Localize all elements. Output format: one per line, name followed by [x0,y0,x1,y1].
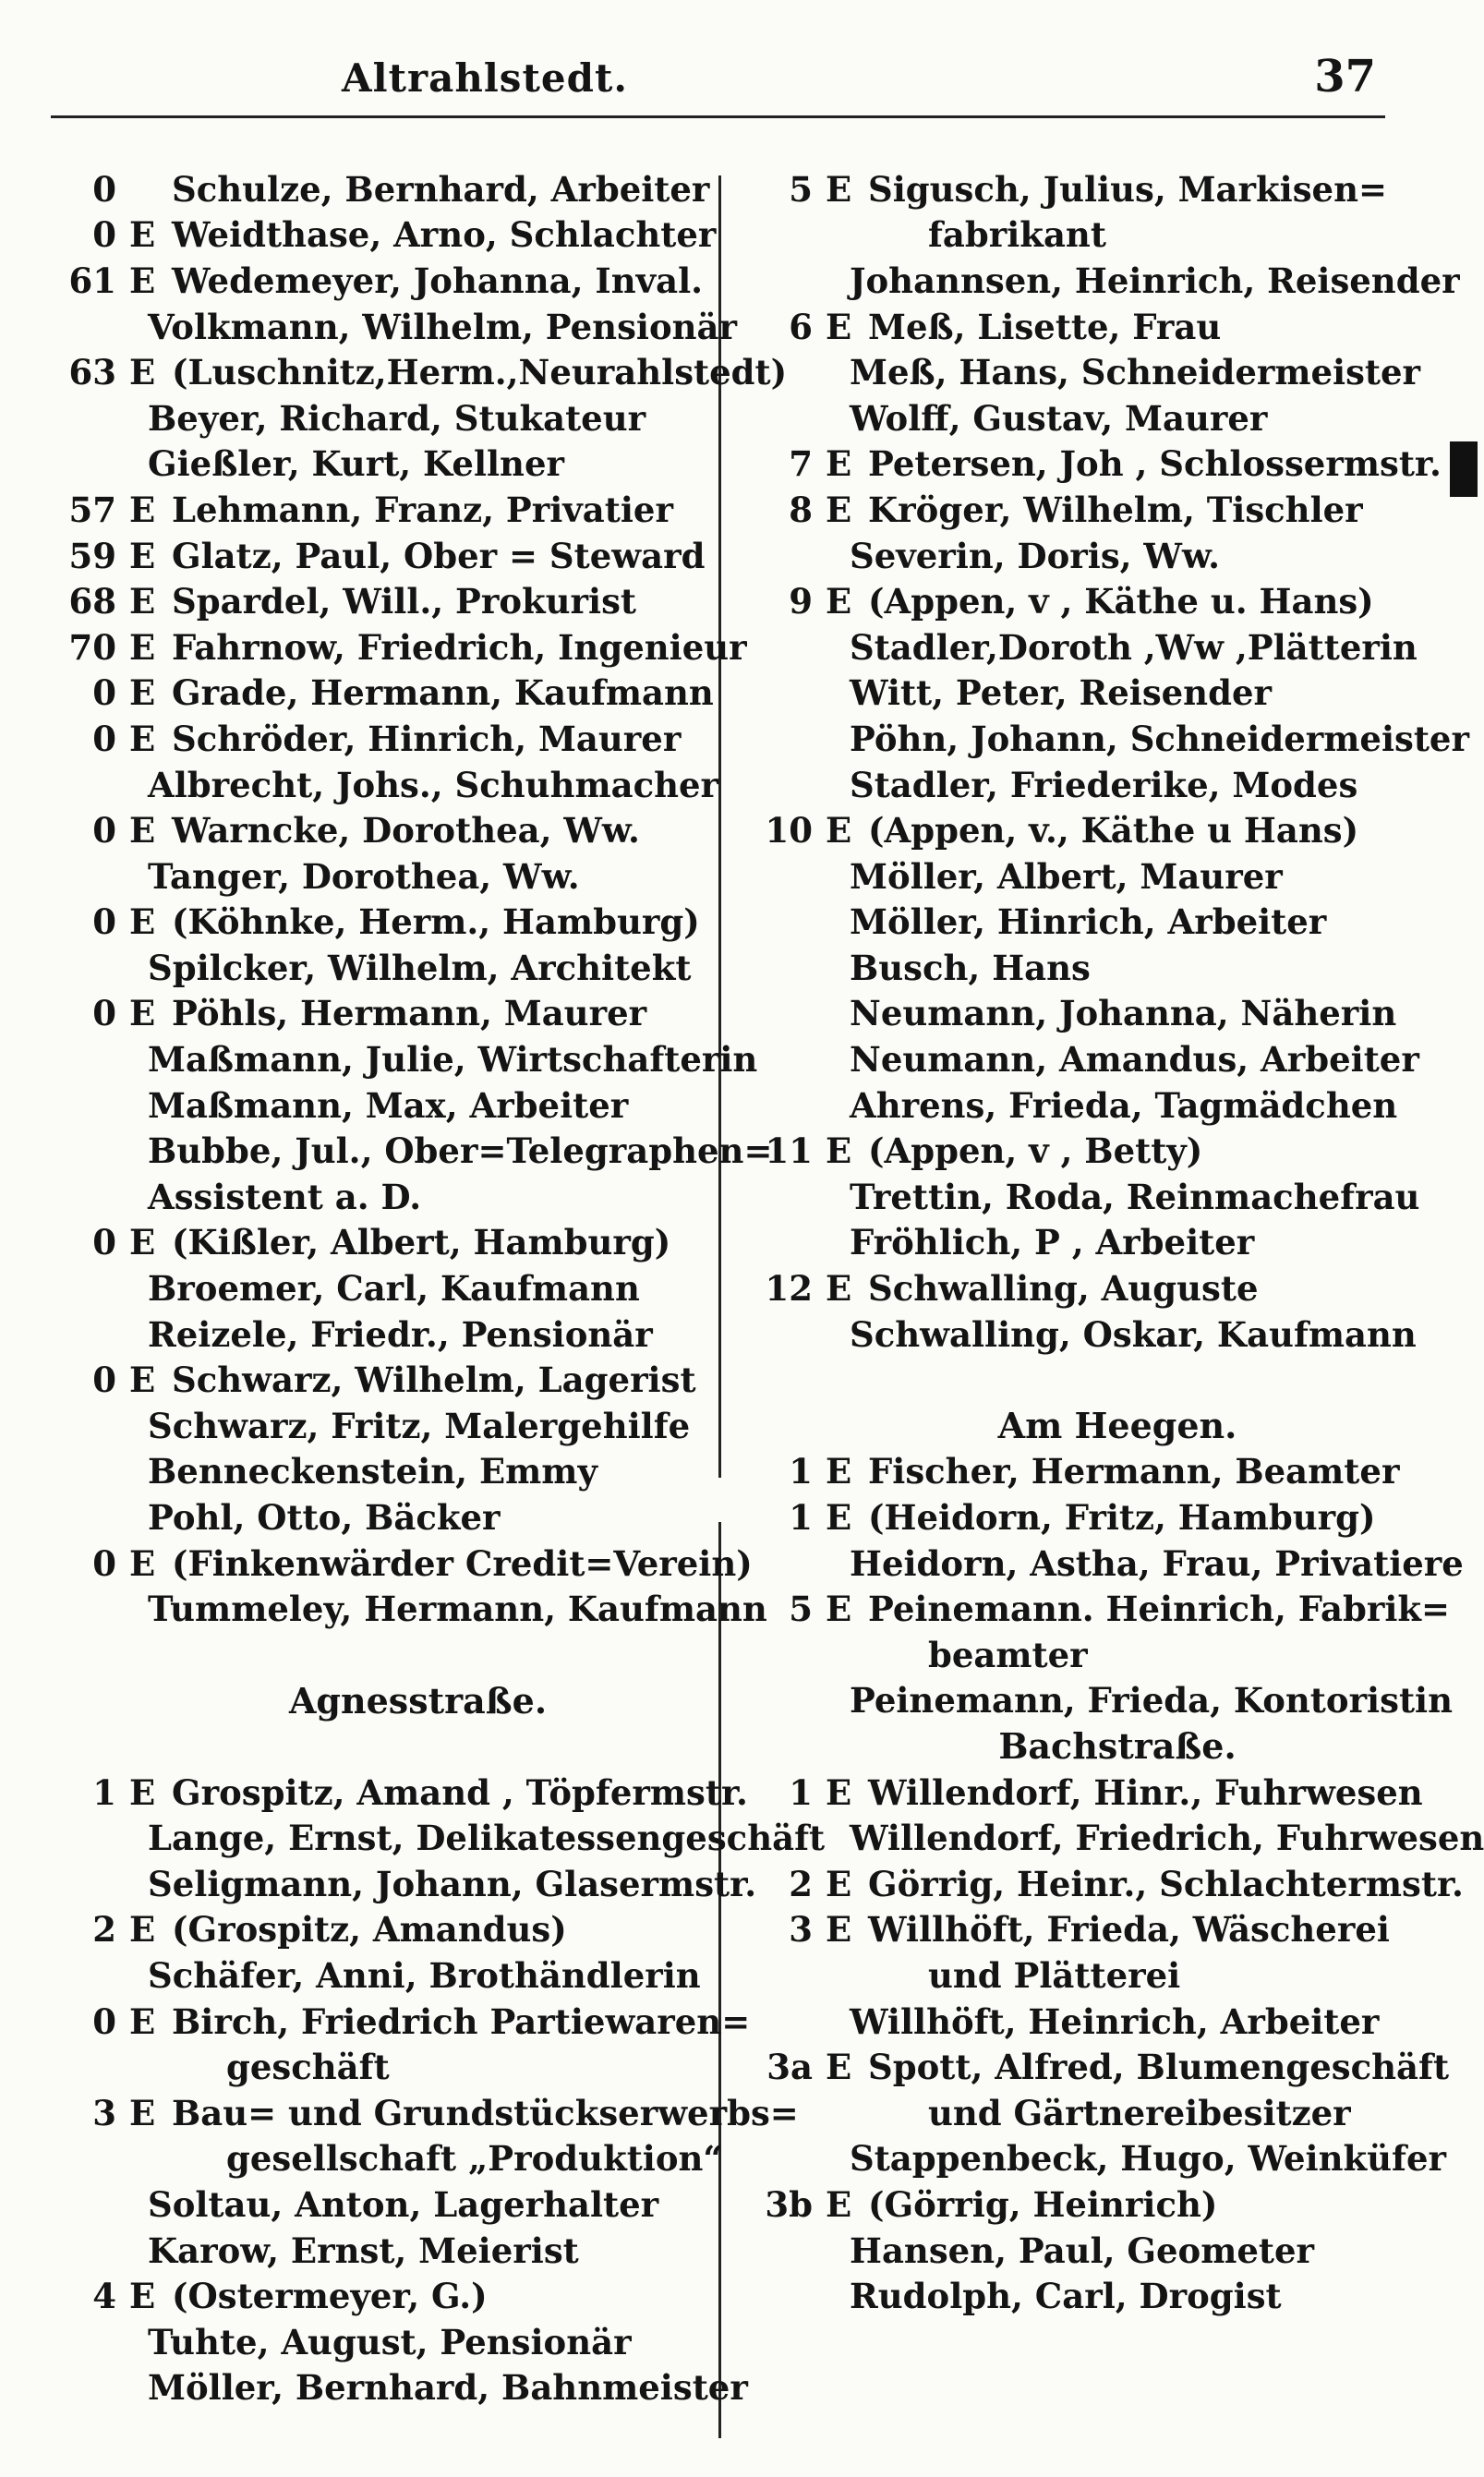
house-number: 7 [789,443,813,485]
entry-row [55,212,717,259]
entry-row [739,1770,1422,1816]
entry-text: Benneckenstein, Emmy [148,1451,597,1492]
entry-text: Seligmann, Johann, Glasermstr. [148,1863,757,1904]
entry-row [55,762,719,808]
house-number: 11 [765,1130,813,1172]
owner-mark: E [129,810,156,852]
owner-mark: E [129,489,156,530]
entry-row [55,1449,706,1495]
entry-text: Möller, Hinrich, Arbeiter [850,901,1327,943]
entry-row [55,2228,706,2274]
entry-text: Glatz, Paul, Ober = Steward [172,535,706,576]
entry-text: Lehmann, Franz, Privatier [172,489,673,530]
entry-row [55,1357,706,1403]
owner-mark: E [129,718,156,759]
entry-row [739,1265,1422,1311]
entry-text: beamter [928,1634,1088,1675]
owner-mark: E [826,2183,852,2225]
entry-row [739,1952,1422,1999]
owner-mark: E [129,672,156,714]
entry-text: Wolff, Gustav, Maurer [850,397,1268,439]
house-number: 1 [789,1771,813,1813]
owner-mark: E [129,901,156,943]
owner-mark: E [826,306,852,347]
entry-text: (Luschnitz,Herm.,Neurahlstedt) [172,352,788,393]
entry-row [739,1494,1422,1541]
entry-row [739,1082,1422,1129]
house-number: 5 [789,168,813,210]
entry-row [739,1541,1464,1587]
entry-text: Grade, Hermann, Kaufmann [172,672,714,714]
entry-row [739,1174,1422,1220]
house-number: 6 [789,306,813,347]
entry-text: Grospitz, Amand , Töpfermstr. [172,1771,748,1813]
entry-text: Severin, Doris, Ww. [850,535,1220,576]
entry-text: Meß, Lisette, Frau [868,306,1222,347]
entry-row [55,1494,706,1541]
column-divider-gap [718,1478,722,1522]
entry-text: und Plätterei [928,1954,1181,1996]
entry-text: Weidthase, Arno, Schlachter [172,214,717,256]
entry-text: Tummeley, Hermann, Kaufmann [148,1589,767,1630]
header-rule [51,115,1385,118]
entry-row [739,349,1422,395]
entry-row [55,441,706,488]
owner-mark: E [826,489,852,530]
entry-row [55,716,706,762]
entry-row [739,212,1422,259]
entry-text: Peinemann. Heinrich, Fabrik= [868,1589,1451,1630]
owner-mark: E [129,352,156,393]
entry-text: Broemer, Carl, Kaufmann [148,1268,640,1310]
entry-row [55,1311,706,1358]
entry-row [55,2181,706,2228]
entry-text: Beyer, Richard, Stukateur [148,397,646,439]
thumb-index-mark [1450,441,1478,497]
entry-text: Willendorf, Hinr., Fuhrwesen [868,1771,1423,1813]
entry-row [739,533,1422,579]
entry-row [739,304,1422,350]
entry-text: Trettin, Roda, Reinmachefrau [850,1176,1420,1217]
entry-row [55,1861,757,1907]
house-number: 0 [92,810,116,852]
entry-text: Albrecht, Johs., Schuhmacher [148,764,719,805]
entry-row [739,1036,1422,1082]
entry-text: Bau= und Grundstückserwerbs= [172,2092,799,2133]
entry-text: Stadler, Friederike, Modes [850,764,1358,805]
owner-mark: E [826,1130,852,1172]
entry-row [739,900,1422,946]
entry-text: Fahrnow, Friedrich, Ingenieur [172,626,747,668]
entry-row [739,2228,1422,2274]
house-number: 68 [68,581,116,622]
house-number: 4 [92,2276,116,2317]
entry-text: Stappenbeck, Hugo, Weinküfer [850,2138,1447,2180]
house-number: 63 [68,352,116,393]
owner-mark: E [129,1771,156,1813]
entry-text: Pohl, Otto, Bäcker [148,1497,501,1539]
entry-text: Pöhls, Hermann, Maurer [172,993,647,1034]
entry-text: (Grospitz, Amandus) [172,1909,567,1951]
entry-row [55,1770,748,1816]
owner-mark: E [129,214,156,256]
house-number: 3b [765,2183,813,2225]
entry-row [739,1815,1484,1861]
entry-text: (Köhnke, Herm., Hamburg) [172,901,700,943]
entry-row [739,258,1460,304]
house-number: 5 [789,1589,813,1630]
entry-row [55,2273,706,2319]
entry-row [739,1907,1422,1953]
section-gap [739,1357,1422,1403]
house-number: 2 [789,1863,813,1904]
entry-text: (Appen, v., Käthe u Hans) [868,810,1359,852]
house-number: 0 [92,672,116,714]
entry-row [55,578,706,624]
owner-mark: E [826,443,852,485]
entry-text: Tuhte, August, Pensionär [148,2321,632,2362]
entry-row [739,441,1442,488]
entry-text: fabrikant [928,214,1106,256]
entry-text: Volkmann, Wilhelm, Pensionär [148,306,737,347]
entry-row [739,2273,1422,2319]
entry-text: Bubbe, Jul., Ober=Telegraphen= [148,1130,773,1172]
entry-row [55,853,706,900]
owner-mark: E [129,1359,156,1401]
entry-row [739,487,1422,533]
owner-mark: E [129,1222,156,1263]
entry-text: geschäft [226,2047,390,2088]
entry-text: Schäfer, Anni, Brothändlerin [148,1954,701,1996]
owner-mark: E [826,810,852,852]
entry-text: (Appen, v , Käthe u. Hans) [868,581,1374,622]
entry-row [55,1815,826,1861]
entry-text: Tanger, Dorothea, Ww. [148,855,580,897]
entry-text: (Ostermeyer, G.) [172,2276,488,2317]
owner-mark: E [129,993,156,1034]
entry-row [55,487,706,533]
entry-row [55,304,737,350]
entry-row [739,1311,1422,1358]
entry-text: Gießler, Kurt, Kellner [148,443,564,485]
owner-mark: E [826,581,852,622]
entry-row [55,1403,706,1449]
house-number: 9 [789,581,813,622]
entry-text: Rudolph, Carl, Drogist [850,2276,1282,2317]
house-number: 61 [68,260,116,301]
page-number: 37 [1314,51,1376,103]
entry-text: (Heidorn, Fritz, Hamburg) [868,1497,1376,1539]
entry-row [55,1036,758,1082]
entry-text: (Appen, v , Betty) [868,1130,1203,1172]
entry-row [739,2044,1450,2090]
entry-text: Reizele, Friedr., Pensionär [148,1313,653,1355]
entry-text: Willendorf, Friedrich, Fuhrwesen [850,1818,1484,1859]
entry-row [55,671,714,717]
house-number: 0 [92,1222,116,1263]
owner-mark: E [826,1589,852,1630]
owner-mark: E [129,2092,156,2133]
entry-row [739,807,1422,853]
entry-row [55,1999,751,2045]
entry-text: (Finkenwärder Credit=Verein) [172,1542,753,1584]
entry-text: Spott, Alfred, Blumengeschäft [868,2047,1450,2088]
house-number: 70 [68,626,116,668]
entry-text: Witt, Peter, Reisender [850,672,1272,714]
entry-row [55,1541,753,1587]
owner-mark: E [826,1268,852,1310]
entry-text: Möller, Bernhard, Bahnmeister [148,2367,748,2409]
entry-row [55,1128,773,1174]
entry-text: Wedemeyer, Johanna, Inval. [172,260,703,301]
entry-text: Schwarz, Wilhelm, Lagerist [172,1359,696,1401]
entry-text: Neumann, Johanna, Näherin [850,993,1397,1034]
street-heading: Agnesstraße. [288,1679,548,1722]
house-number: 2 [92,1909,116,1951]
entry-text: Petersen, Joh , Schlossermstr. [868,443,1442,485]
entry-row [739,716,1469,762]
entry-row [739,762,1422,808]
entry-text: Hansen, Paul, Geometer [850,2229,1315,2271]
entry-row [55,166,710,212]
entry-row [739,991,1422,1037]
entry-row [739,624,1422,671]
entry-text: Meß, Hans, Schneidermeister [850,352,1421,393]
entry-row [739,671,1422,717]
owner-mark: E [129,626,156,668]
owner-mark: E [129,2000,156,2042]
entry-text: Kröger, Wilhelm, Tischler [868,489,1363,530]
owner-mark: E [826,1451,852,1492]
entry-text: Schwalling, Auguste [868,1268,1259,1310]
entry-text: Stadler,Doroth ,Ww ,Plätterin [850,626,1418,668]
owner-mark: E [826,1863,852,1904]
entry-row [55,1174,706,1220]
entry-text: gesellschaft „Produktion“ [226,2138,723,2180]
entry-row [55,945,706,991]
owner-mark: E [826,1497,852,1539]
entry-text: Schröder, Hinrich, Maurer [172,718,682,759]
entry-row [739,1586,1451,1632]
owner-mark: E [826,1909,852,1951]
entry-text: Peinemann, Frieda, Kontoristin [850,1680,1453,1722]
entry-text: Schwarz, Fritz, Malergehilfe [148,1405,691,1446]
entry-text: Ahrens, Frieda, Tagmädchen [850,1084,1398,1126]
entry-row [55,991,706,1037]
entry-text: Fröhlich, P , Arbeiter [850,1222,1255,1263]
entry-row [55,2365,748,2411]
entry-row [739,2090,1422,2136]
entry-text: Warncke, Dorothea, Ww. [172,810,640,852]
entry-row [739,395,1422,441]
entry-text: Willhöft, Heinrich, Arbeiter [850,2000,1380,2042]
running-header-title: Altrahlstedt. [342,55,628,101]
entry-row [55,2136,723,2182]
section-gap [55,1632,706,1678]
house-number: 3 [789,1909,813,1951]
house-number: 0 [92,168,116,210]
street-heading: Am Heegen. [997,1405,1237,1447]
house-number: 1 [789,1497,813,1539]
owner-mark: E [826,168,852,210]
entry-text: Schulze, Bernhard, Arbeiter [172,168,710,210]
entry-row [739,1449,1422,1495]
owner-mark: E [129,1542,156,1584]
owner-mark: E [129,581,156,622]
house-number: 10 [765,810,813,852]
owner-mark: E [129,535,156,576]
entry-row [55,258,706,304]
entry-text: Willhöft, Frieda, Wäscherei [868,1909,1390,1951]
entry-text: Möller, Albert, Maurer [850,855,1283,897]
entry-row [739,1678,1453,1724]
entry-row [739,1861,1464,1907]
entry-row [55,2044,706,2090]
owner-mark: E [826,1771,852,1813]
entry-row [739,2181,1422,2228]
entry-row [55,1907,706,1953]
entry-row [55,624,747,671]
entry-text: Busch, Hans [850,947,1091,988]
street-heading: Bachstraße. [998,1725,1237,1768]
entry-row [55,2090,799,2136]
entry-text: Birch, Friedrich Partiewaren= [172,2000,751,2042]
entry-text: Sigusch, Julius, Markisen= [868,168,1387,210]
entry-text: Spardel, Will., Prokurist [172,581,637,622]
entry-text: Neumann, Amandus, Arbeiter [850,1039,1419,1081]
entry-row [739,2136,1447,2182]
house-number: 0 [92,718,116,759]
entry-text: (Kißler, Albert, Hamburg) [172,1222,671,1263]
owner-mark: E [826,2047,852,2088]
section-gap [55,1723,706,1770]
entry-row [55,1082,706,1129]
entry-text: Maßmann, Max, Arbeiter [148,1084,629,1126]
house-number: 0 [92,901,116,943]
entry-row [739,945,1422,991]
house-number: 0 [92,2000,116,2042]
house-number: 57 [68,489,116,530]
entry-row [55,1952,706,1999]
entry-row [55,1220,706,1266]
entry-text: (Görrig, Heinrich) [868,2183,1218,2225]
entry-row [55,349,788,395]
entry-row [55,533,706,579]
entry-text: und Gärtnereibesitzer [928,2092,1351,2133]
entry-row [739,1632,1422,1678]
house-number: 0 [92,993,116,1034]
house-number: 1 [92,1771,116,1813]
house-number: 3a [766,2047,813,2088]
entry-row [55,900,706,946]
house-number: 0 [92,1359,116,1401]
house-number: 8 [789,489,813,530]
entry-row [55,395,706,441]
entry-text: Lange, Ernst, Delikatessengeschäft [148,1818,826,1859]
entry-row [739,578,1422,624]
entry-row [55,1265,706,1311]
owner-mark: E [129,1909,156,1951]
entry-text: Schwalling, Oskar, Kaufmann [850,1313,1417,1355]
entry-row [739,853,1422,900]
entry-text: Soltau, Anton, Lagerhalter [148,2183,659,2225]
entry-row [739,1220,1422,1266]
entry-row [739,1999,1422,2045]
right-column [739,166,1484,2319]
entry-text: Spilcker, Wilhelm, Architekt [148,947,692,988]
entry-text: Görrig, Heinr., Schlachtermstr. [868,1863,1464,1904]
entry-row [55,2319,706,2365]
house-number: 0 [92,214,116,256]
entry-text: Maßmann, Julie, Wirtschafterin [148,1039,758,1081]
entry-text: Johannsen, Heinrich, Reisender [850,260,1460,301]
entry-text: Heidorn, Astha, Frau, Privatiere [850,1542,1464,1584]
owner-mark: E [129,2276,156,2317]
entry-text: Fischer, Hermann, Beamter [868,1451,1400,1492]
house-number: 1 [789,1451,813,1492]
entry-row [739,166,1422,212]
entry-row [55,1586,767,1632]
house-number: 12 [765,1268,813,1310]
entry-text: Pöhn, Johann, Schneidermeister [850,718,1469,759]
owner-mark: E [129,260,156,301]
entry-text: Assistent a. D. [148,1176,422,1217]
house-number: 3 [92,2092,116,2133]
house-number: 0 [92,1542,116,1584]
house-number: 59 [68,535,116,576]
entry-row [55,807,706,853]
entry-text: Karow, Ernst, Meierist [148,2229,579,2271]
entry-row [739,1128,1422,1174]
